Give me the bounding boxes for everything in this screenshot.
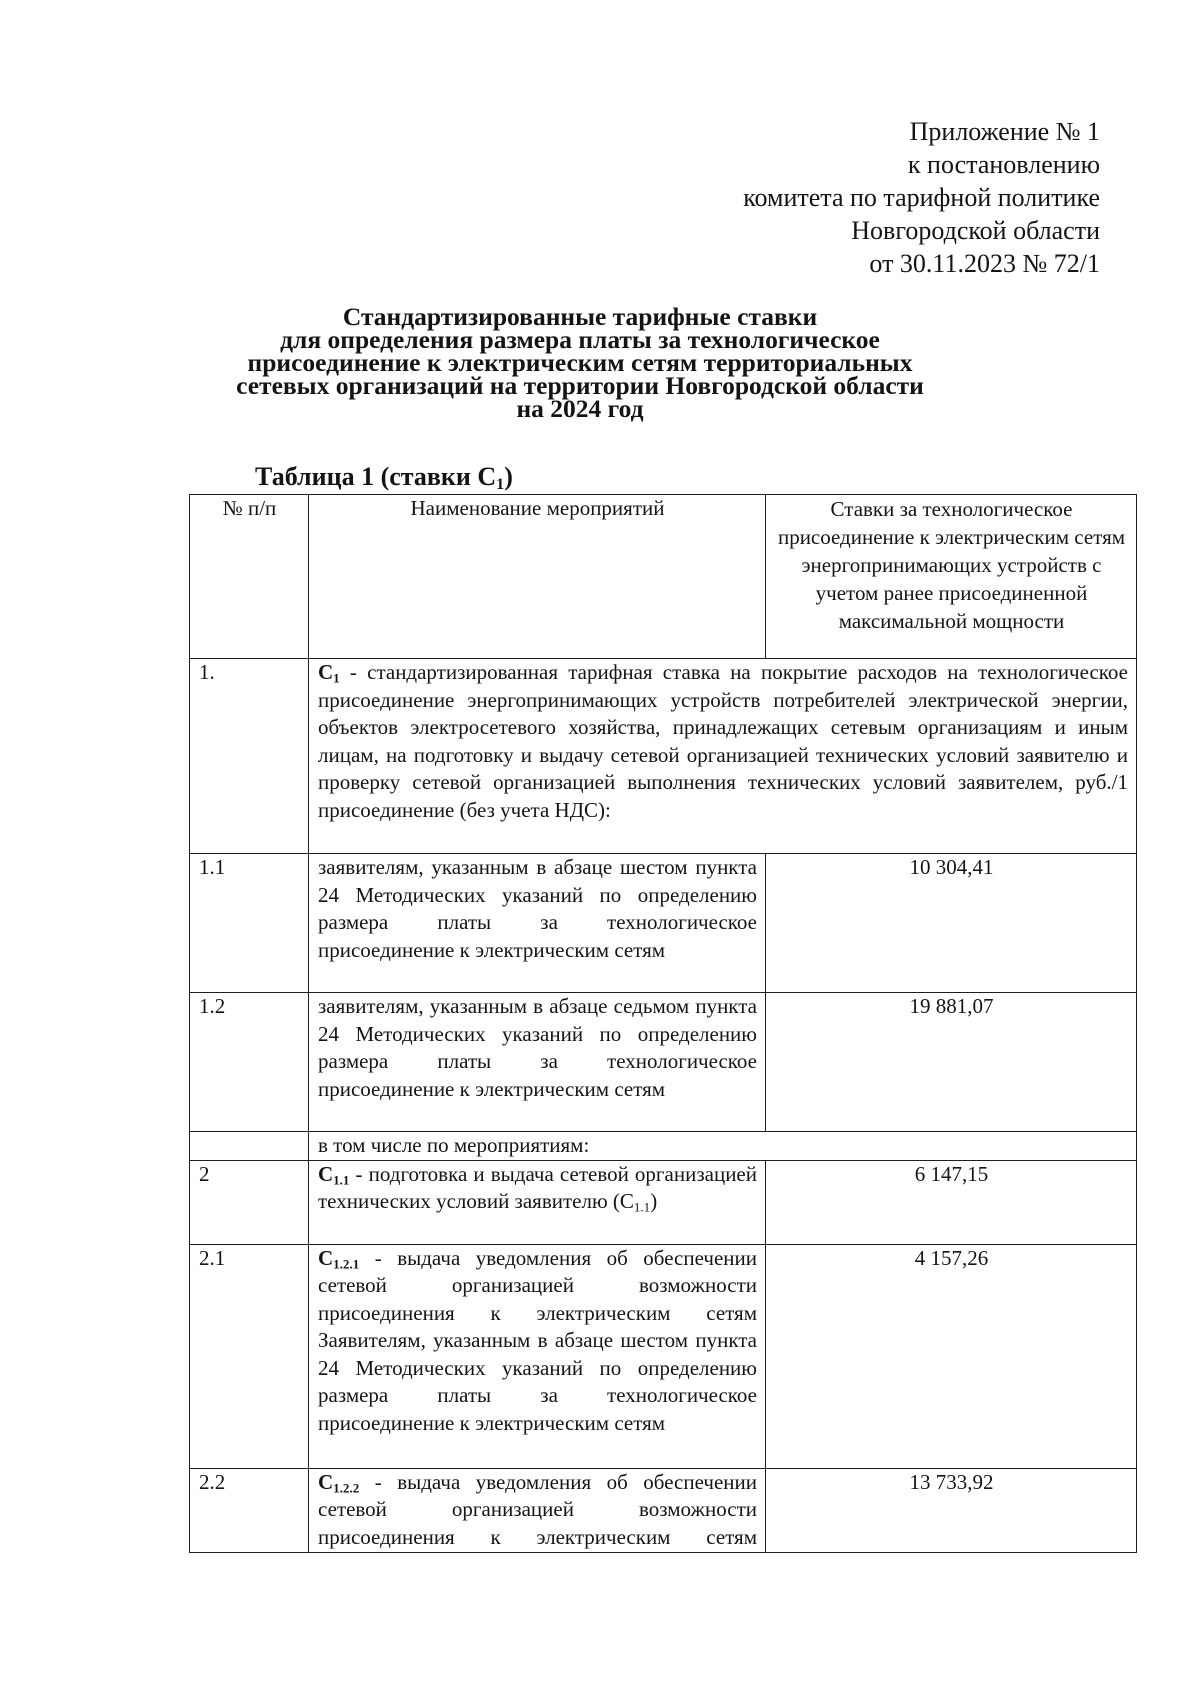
title-line: на 2024 год — [516, 394, 644, 423]
table-row — [190, 1132, 1137, 1161]
header-name: Наименование мероприятий — [309, 495, 766, 659]
appendix-line: комитета по тарифной политике — [743, 183, 1100, 212]
row-number: 1.2 — [190, 993, 309, 1132]
row-number: 2.2 — [190, 1468, 309, 1552]
row-value: 13 733,92 — [766, 1468, 1137, 1552]
table-caption-text: Таблица 1 (ставки С — [255, 462, 497, 491]
appendix-line: Приложение № 1 — [909, 117, 1100, 146]
header-rate: Ставки за технологическое присоединение к электрическим сетям энергопринимающих устройств с учетом ранее присоединенной максимальной мощности — [766, 495, 1137, 659]
table-row — [190, 1244, 1137, 1468]
rate-code: $С_{1.2.1}$ — [318, 1245, 360, 1271]
table-row — [190, 659, 1137, 854]
header-number: № п/п — [190, 495, 309, 659]
row-number: 2 — [190, 1160, 309, 1244]
row-number: 2.1 — [190, 1244, 309, 1468]
row-description: в том числе по мероприятиям: — [309, 1132, 1137, 1161]
row-number: 1.1 — [190, 854, 309, 993]
row-description: $С_{1.2.2}$ - выдача уведомления об обеспечении сетевой организацией возможности присоединения к электрическим сетям — [309, 1468, 766, 1552]
table-caption-close: ) — [504, 462, 513, 491]
appendix-reference — [743, 115, 1100, 280]
row-description: $С_{1.1}$ - подготовка и выдача сетевой организацией технических условий заявителю $(С_{1.1})$ — [309, 1160, 766, 1244]
appendix-line: к постановлению — [907, 150, 1100, 179]
title-line: присоединение к электрическим сетям территориальных — [247, 348, 913, 377]
table-row — [190, 993, 1137, 1132]
table-header-row — [190, 495, 1137, 659]
row-number — [190, 1132, 309, 1161]
row-value: 19 881,07 — [766, 993, 1137, 1132]
row-description: $С_{1.2.1}$ - выдача уведомления об обеспечении сетевой организацией возможности присоединения к электрическим сетям Заявителям, указанным в абзаце шестом пункта 24 Методических указаний по определению размера платы за технологическое присоединение к электрическим сетям — [309, 1244, 766, 1468]
document-title — [200, 302, 960, 423]
title-line: для определения размера платы за технологическое — [280, 325, 880, 354]
table-row — [190, 1160, 1137, 1244]
table-row — [190, 854, 1137, 993]
row-value: 6 147,15 — [766, 1160, 1137, 1244]
title-line: Стандартизированные тарифные ставки — [342, 302, 818, 331]
row-value: 10 304,41 — [766, 854, 1137, 993]
row-description: заявителям, указанным в абзаце шестом пункта 24 Методических указаний по определению размера платы за технологическое присоединение к электрическим сетям — [309, 854, 766, 993]
appendix-line: от 30.11.2023 № 72/1 — [869, 249, 1100, 278]
rate-code: $С_{1.2.2}$ — [318, 1469, 360, 1495]
rate-code: $С_1$ — [318, 660, 340, 686]
rate-code: $С_{1.1}$ — [318, 1161, 350, 1187]
table-caption — [255, 462, 513, 492]
row-value: 4 157,26 — [766, 1244, 1137, 1468]
rates-table — [189, 494, 1137, 1553]
title-line: сетевых организаций на территории Новгородской области — [236, 371, 924, 400]
row-description: $С_1$ - стандартизированная тарифная ставка на покрытие расходов на технологическое присоединение энергопринимающих устройств потребителей электрической энергии, объектов электросетевого хозяйства, принадлежащих сетевым организациям и иным лицам, на подготовку и выдачу сетевой организацией технических условий заявителю и проверку сетевой организацией выполнения технических условий заявителем, руб./1 присоединение (без учета НДС): — [309, 659, 1137, 854]
table-row — [190, 1468, 1137, 1552]
table-caption-sub: 1 — [496, 476, 505, 494]
row-number: 1. — [190, 659, 309, 854]
appendix-line: Новгородской области — [851, 216, 1100, 245]
row-description: заявителям, указанным в абзаце седьмом пункта 24 Методических указаний по определению размера платы за технологическое присоединение к электрическим сетям — [309, 993, 766, 1132]
